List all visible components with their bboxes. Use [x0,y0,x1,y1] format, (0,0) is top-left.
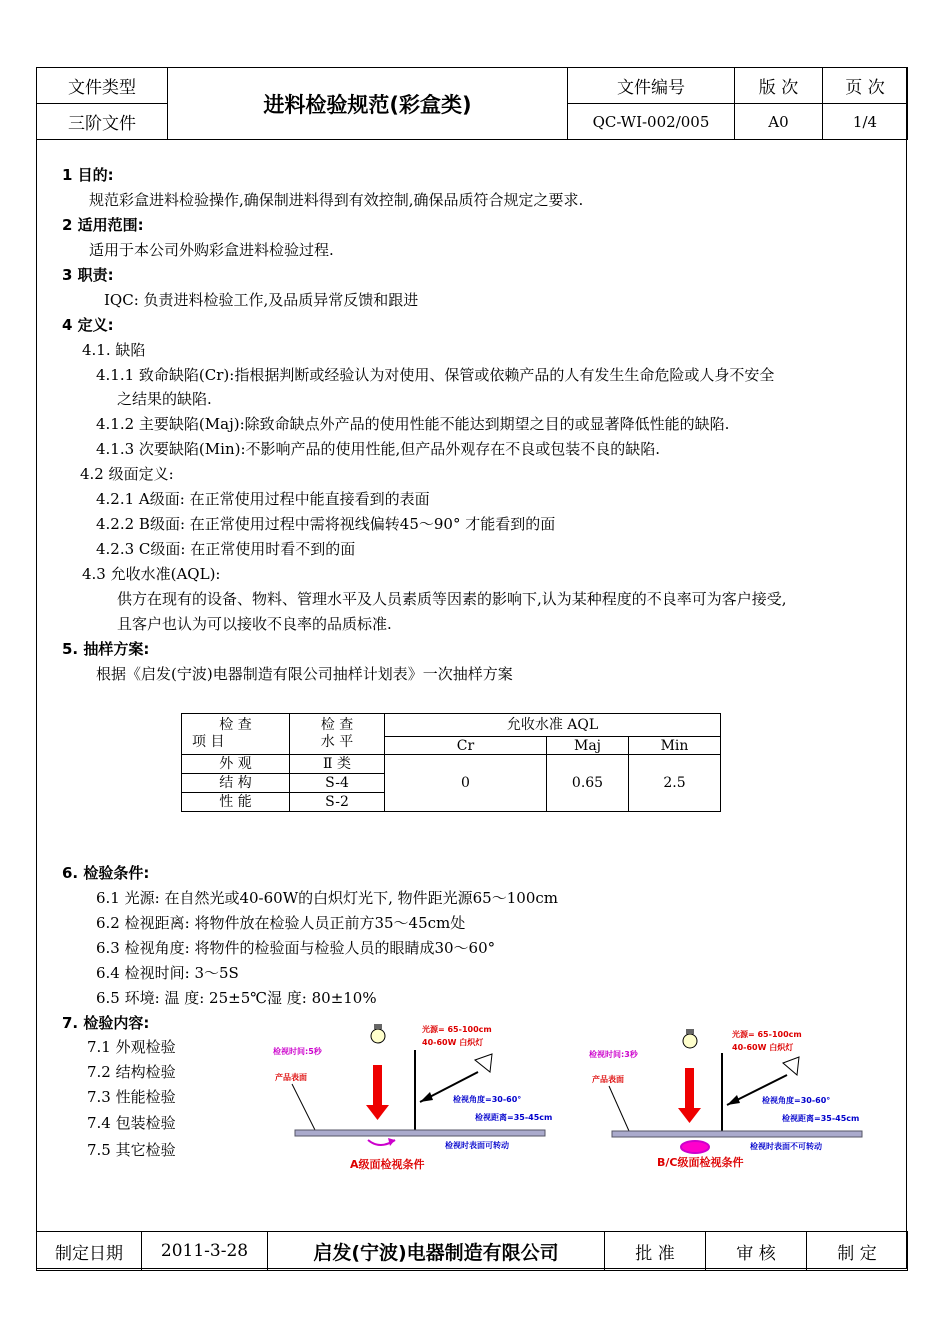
section-4-2-1: 4.2.1 A级面: 在正常使用过程中能直接看到的表面 [96,490,430,508]
bulb-icon [683,1029,697,1048]
col-inspection-level-b: 水 平 [320,734,354,750]
section-7-item: 7.4 包装检验 [87,1114,176,1132]
col-inspection-item [182,714,290,755]
product-board [295,1130,545,1136]
section-3-title: 3 职责: [62,266,114,284]
section-6-title: 6. 检验条件: [62,864,150,882]
down-arrow-icon [678,1068,701,1123]
section-4-2: 4.2 级面定义: [80,465,174,483]
section-4-3: 4.3 允收水准(AQL): [82,565,221,583]
doc-type-label: 文件类型 [37,68,168,104]
row-item: 外 观 [182,755,290,774]
arrow-head-icon [420,1092,433,1102]
section-2-title: 2 适用范围: [62,216,144,234]
company-name: 启发(宁波)电器制造有限公司 [268,1232,605,1271]
col-inspection-level-a: 检 查 [320,717,354,733]
section-7-item: 7.3 性能检验 [87,1088,176,1106]
product-surface-label: 产品表面 [592,1075,624,1084]
surface-pointer [292,1084,315,1130]
distance-label: 检视距离=35-45cm [782,1114,860,1123]
section-3-text: IQC: 负责进料检验工作,及品质异常反馈和跟进 [104,291,419,309]
col-inspection-item-b: 项 目 [192,734,225,750]
lamp-label: 40-60W 白炽灯 [422,1038,484,1047]
row-level: S-2 [290,793,385,812]
inspection-time-label: 检视时间:5秒 [273,1047,322,1056]
eye-lamp-icon [475,1054,492,1072]
section-7-item: 7.5 其它检验 [87,1141,176,1159]
doc-number-value: QC-WI-002/005 [568,104,735,140]
aql-table [181,713,721,812]
prepare-label: 制 定 [807,1232,908,1271]
section-2-text: 适用于本公司外购彩盒进料检验过程. [89,241,334,259]
row-level: Ⅱ 类 [290,755,385,774]
inspection-time-label: 检视时间:3秒 [589,1050,638,1059]
doc-number-label: 文件编号 [568,68,735,104]
light-distance-label: 光源= 65-100cm [422,1025,492,1034]
col-inspection-item-a: 检 查 [219,717,252,733]
section-6-3: 6.3 检视角度: 将物件的检验面与检验人员的眼睛成30～60° [96,939,496,957]
cr-header: Cr [385,737,547,755]
surface-pointer [609,1086,629,1131]
version-value: A0 [735,104,823,140]
header-table [36,67,908,140]
row-item: 性 能 [182,793,290,812]
rotate-arrow-icon [368,1138,395,1146]
arrow-head-icon [727,1095,740,1105]
section-5-title: 5. 抽样方案: [62,640,150,658]
row-level: S-4 [290,774,385,793]
maj-header: Maj [547,737,629,755]
min-value: 2.5 [629,755,721,812]
approve-label: 批 准 [605,1232,706,1271]
section-4-1-3: 4.1.3 次要缺陷(Min):不影响产品的使用性能,但产品外观存在不良或包装不良的缺陷. [96,440,661,458]
product-board [612,1131,862,1137]
lamp-label: 40-60W 白炽灯 [732,1043,794,1052]
eye-lamp-icon [783,1057,799,1075]
section-4-1-1a: 4.1.1 致命缺陷(Cr):指根据判断或经验认为对使用、保管或依赖产品的人有发生生命危险或人身不安全 [96,366,775,384]
diagram-caption: A级面检视条件 [350,1158,425,1171]
row-item: 结 构 [182,774,290,793]
angle-label: 检视角度=30-60° [762,1096,831,1105]
maj-value: 0.65 [547,755,629,812]
section-7-title: 7. 检验内容: [62,1014,150,1032]
page-value: 1/4 [823,104,908,140]
angle-label: 检视角度=30-60° [453,1095,522,1104]
col-inspection-level [290,714,385,755]
section-4-1-2: 4.1.2 主要缺陷(Maj):除致命缺点外产品的使用性能不能达到期望之目的或显著降低性能的缺陷. [96,415,730,433]
section-6-4: 6.4 检视时间: 3～5S [96,964,239,982]
date-value: 2011-3-28 [142,1232,268,1271]
diagram-caption: B/C级面检视条件 [657,1156,744,1169]
min-header: Min [629,737,721,755]
section-7-item: 7.1 外观检验 [87,1038,176,1056]
section-4-3-b: 且客户也认为可以接收不良率的品质标准. [117,615,392,633]
down-arrow-icon [366,1065,389,1120]
review-label: 审 核 [706,1232,807,1271]
doc-type-value: 三阶文件 [37,104,168,140]
section-4-2-3: 4.2.3 C级面: 在正常使用时看不到的面 [96,540,356,558]
section-6-5: 6.5 环境: 温 度: 25±5℃湿 度: 80±10% [96,989,377,1007]
a-surface-inspection-diagram [270,1020,570,1170]
section-4-1: 4.1. 缺陷 [82,341,146,359]
section-6-1: 6.1 光源: 在自然光或40-60W的白炽灯光下, 物件距光源65～100cm [96,889,558,907]
date-label: 制定日期 [37,1232,142,1271]
section-4-2-2: 4.2.2 B级面: 在正常使用过程中需将视线偏转45～90° 才能看到的面 [96,515,556,533]
product-surface-label: 产品表面 [275,1073,307,1082]
distance-label: 检视距离=35-45cm [475,1113,553,1122]
section-4-title: 4 定义: [62,316,114,334]
section-1-text: 规范彩盒进料检验操作,确保制进料得到有效控制,确保品质符合规定之要求. [89,191,584,209]
page-label: 页 次 [823,68,908,104]
footer-table [36,1231,908,1271]
document-title: 进料检验规范(彩盒类) [168,68,568,140]
cr-value: 0 [385,755,547,812]
bc-surface-inspection-diagram [587,1025,887,1175]
section-1-title: 1 目的: [62,166,114,184]
version-label: 版 次 [735,68,823,104]
section-7-item: 7.2 结构检验 [87,1063,176,1081]
section-4-3-a: 供方在现有的设备、物料、管理水平及人员素质等因素的影响下,认为某种程度的不良率可为客户接受, [117,590,787,608]
no-rotate-icon [681,1141,709,1153]
rotate-label: 检视时表面可转动 [445,1141,509,1150]
light-distance-label: 光源= 65-100cm [732,1030,802,1039]
section-4-1-1b: 之结果的缺陷. [117,390,212,408]
section-5-text: 根据《启发(宁波)电器制造有限公司抽样计划表》一次抽样方案 [96,665,513,683]
bulb-icon [371,1024,385,1043]
aql-header: 允收水准 AQL [385,714,721,737]
rotate-label: 检视时表面不可转动 [750,1142,822,1151]
section-6-2: 6.2 检视距离: 将物件放在检验人员正前方35～45cm处 [96,914,466,932]
